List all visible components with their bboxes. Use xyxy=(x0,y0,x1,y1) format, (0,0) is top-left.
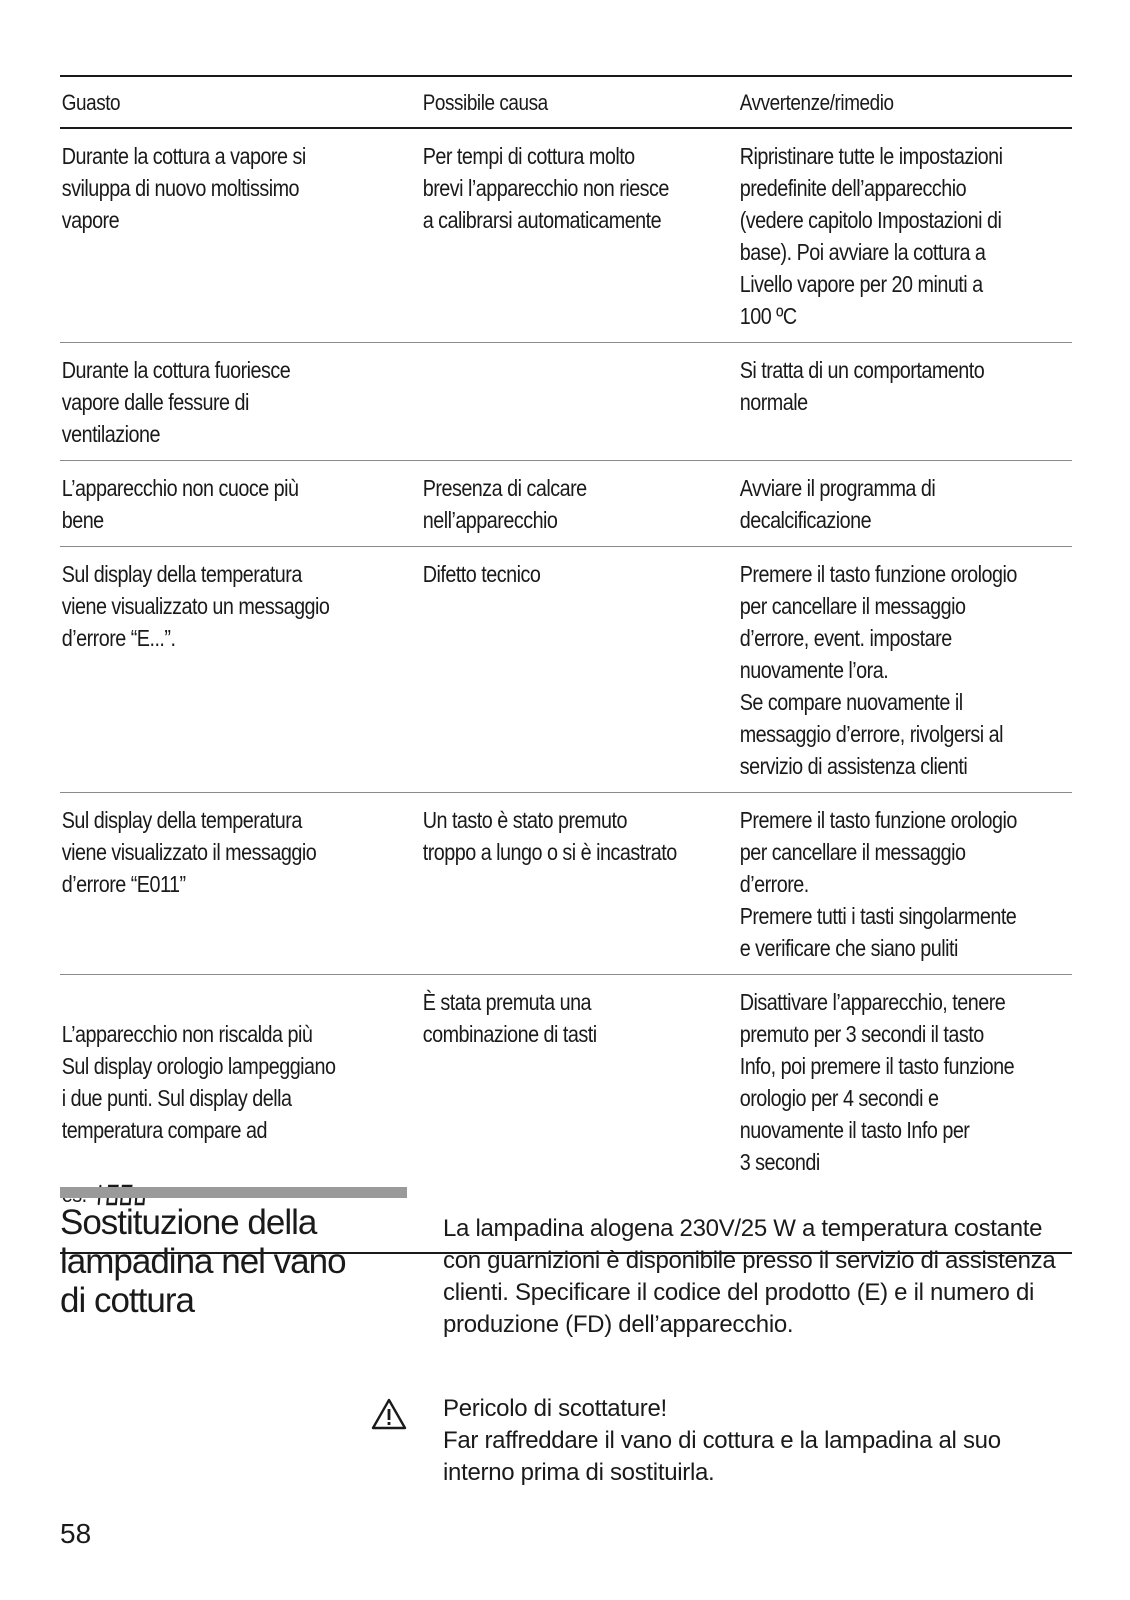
warning-title: Pericolo di scottature! xyxy=(443,1395,667,1422)
fault-cell: Sul display della temperatura viene visualizzato il messaggio d’errore “E011” xyxy=(61,807,317,897)
cause-cell: Presenza di calcare nell’apparecchio xyxy=(422,475,587,533)
cause-cell xyxy=(421,354,694,450)
table-row xyxy=(60,546,1072,792)
warning-triangle-icon xyxy=(371,1398,407,1430)
cause-cell: Difetto tecnico xyxy=(422,561,541,587)
table-row xyxy=(60,460,1072,546)
table-row xyxy=(60,129,1072,342)
warning-text: Far raffreddare il vano di cottura e la lampadina al suo interno prima di sostituirla. xyxy=(443,1427,1001,1486)
section-paragraph: La lampadina alogena 230V/25 W a temperatura costante con guarnizioni è disponibile presso il servizio di assistenza clienti. Specificare il codice del prodotto (E) e il numero di produzione (FD) dell’apparecchio. xyxy=(443,1215,1056,1338)
header-remedy: Avvertenze/rimedio xyxy=(739,90,894,115)
fault-text: L’apparecchio non riscalda più Sul display orologio lampeggiano i due punti. Sul display della temperatura compare ad xyxy=(61,1021,336,1143)
fault-cell: Sul display della temperatura viene visualizzato un messaggio d’errore “E...”. xyxy=(61,561,330,651)
table-row xyxy=(60,342,1072,460)
header-cause: Possibile causa xyxy=(422,90,548,115)
cause-cell: È stata premuta una combinazione di tasti xyxy=(422,989,597,1047)
header-fault: Guasto xyxy=(61,90,121,115)
remedy-cell: Ripristinare tutte le impostazioni predefinite dell’apparecchio (vedere capitolo Impostazioni di base). Poi avviare la cottura a Livello vapore per 20 minuti a 100 ºC xyxy=(739,143,1003,329)
remedy-cell: Premere il tasto funzione orologio per cancellare il messaggio d’errore. Premere tutti i tasti singolarmente e verificare che siano puliti xyxy=(739,807,1018,961)
fault-cell: Durante la cottura fuoriesce vapore dalle fessure di ventilazione xyxy=(61,357,291,447)
table-row xyxy=(60,792,1072,974)
table-header-row xyxy=(60,77,1072,129)
section-title: Sostituzione della lampadina nel vano di cottura xyxy=(60,1203,346,1320)
troubleshooting-table xyxy=(60,75,1072,1254)
warning-block xyxy=(443,1393,1073,1489)
remedy-cell: Disattivare l’apparecchio, tenere premuto per 3 secondi il tasto Info, poi premere il tasto funzione orologio per 4 secondi e nuovamente il tasto Info per 3 secondi xyxy=(739,989,1015,1175)
cause-cell: Un tasto è stato premuto troppo a lungo o si è incastrato xyxy=(422,807,677,865)
section-divider-bar xyxy=(60,1187,407,1198)
remedy-cell: Premere il tasto funzione orologio per cancellare il messaggio d’errore, event. impostare nuovamente l’ora. Se compare nuovamente il messaggio d’errore, rivolgersi al servizio di assistenza clienti xyxy=(739,561,1018,779)
fault-cell: L’apparecchio non cuoce più bene xyxy=(61,475,299,533)
remedy-cell: Si tratta di un comportamento normale xyxy=(739,357,985,415)
remedy-cell: Avviare il programma di decalcificazione xyxy=(739,475,936,533)
cause-cell: Per tempi di cottura molto brevi l’apparecchio non riesce a calibrarsi automaticamente xyxy=(422,143,669,233)
fault-cell: Durante la cottura a vapore si sviluppa di nuovo moltissimo vapore xyxy=(61,143,306,233)
page-number: 58 xyxy=(60,1518,92,1549)
